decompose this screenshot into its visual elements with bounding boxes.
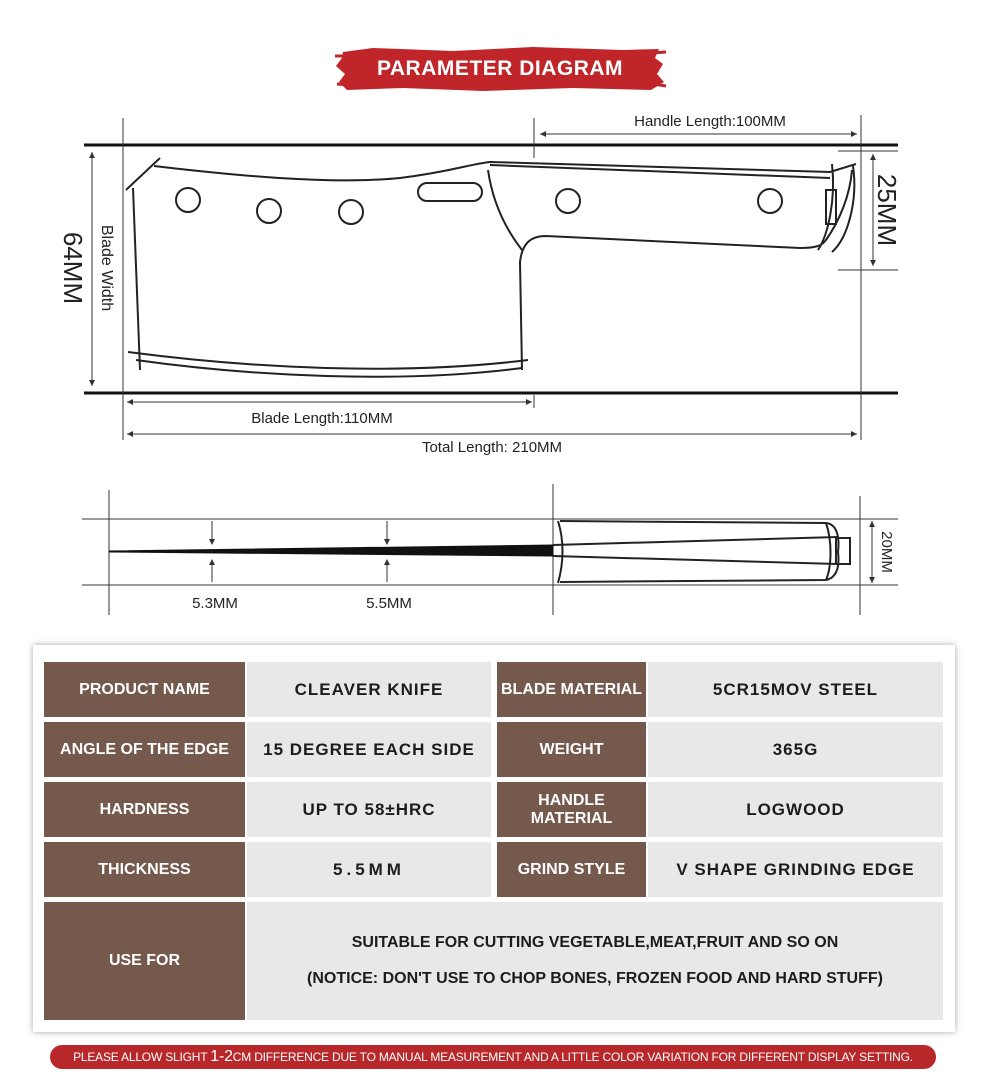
rivet-holes [176,183,782,224]
footer-disclaimer [50,1045,936,1069]
thickness-key: THICKNESS [44,842,245,897]
grind-style-key: GRIND STYLE [497,842,646,897]
footer-text-3: CM DIFFERENCE DUE TO MANUAL MEASUREMENT AND A LITTLE COLOR VARIATION FOR DIFFERENT DISPLAY SETTING. [232,1050,913,1064]
use-for-line-1: SUITABLE FOR CUTTING VEGETABLE,MEAT,FRUIT AND SO ON [351,934,839,951]
use-for-line-2: (NOTICE: DON'T USE TO CHOP BONES, FROZEN FOOD AND HARD STUFF) [307,970,883,987]
total-length-label: Total Length: 210MM [421,439,563,456]
blade-width-label: Blade Width [98,224,115,312]
knife-side-outline [126,158,856,377]
handle-material-key: HANDLE MATERIAL [497,782,646,837]
handle-length-label: Handle Length:100MM [634,113,786,130]
blade-length-label: Blade Length:110MM [251,410,393,427]
blade-material-key: BLADE MATERIAL [497,662,646,717]
angle-value: 15 DEGREE EACH SIDE [247,722,491,777]
thickness-label-right: 5.5MM [366,595,412,612]
thickness-value: 5.5MM [247,842,491,897]
use-for-value [247,902,943,1020]
product-name-key: PRODUCT NAME [44,662,245,717]
hardness-key: HARDNESS [44,782,245,837]
product-name-value: CLEAVER KNIFE [247,662,491,717]
handle-thickness-label: 20MM [878,531,895,573]
handle-height-label: 25MM [872,173,902,247]
thickness-label-left: 5.3MM [192,595,238,612]
footer-text-2: 1-2 [210,1048,233,1065]
use-for-key: USE FOR [44,902,245,1020]
handle-material-value: LOGWOOD [648,782,943,837]
weight-value: 365G [648,722,943,777]
footer-text-1: PLEASE ALLOW SLIGHT [73,1050,211,1064]
angle-key: ANGLE OF THE EDGE [44,722,245,777]
hardness-value: UP TO 58±HRC [247,782,491,837]
grind-style-value: V SHAPE GRINDING EDGE [648,842,943,897]
blade-width-value: 64MM [58,231,88,305]
blade-material-value: 5CR15MOV STEEL [648,662,943,717]
weight-key: WEIGHT [497,722,646,777]
page-title: PARAMETER DIAGRAM [376,57,624,80]
